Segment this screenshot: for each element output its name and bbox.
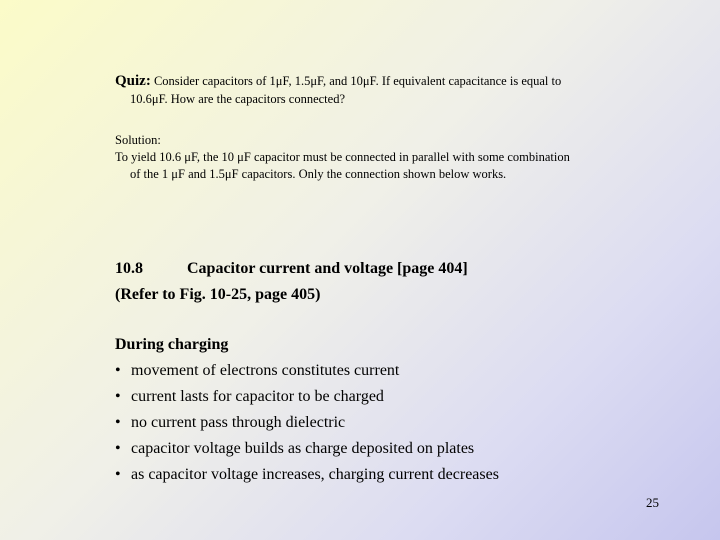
bullet-icon: •	[115, 362, 121, 379]
bullet-icon: •	[115, 466, 121, 483]
charging-list	[115, 358, 499, 488]
page-number: 25	[646, 495, 659, 510]
list-item-text: capacitor voltage builds as charge deposited on plates	[131, 440, 475, 457]
list-item	[115, 410, 499, 436]
list-item	[115, 462, 499, 488]
charging-heading: During charging	[115, 336, 229, 353]
section-heading	[115, 256, 468, 308]
bullet-icon: •	[115, 414, 121, 431]
solution-block	[115, 132, 675, 183]
charging-block	[115, 332, 499, 488]
list-item	[115, 358, 499, 384]
solution-label: Solution:	[115, 133, 161, 147]
solution-line-1: To yield 10.6 μF, the 10 μF capacitor must be connected in parallel with some combination	[115, 150, 570, 164]
quiz-line-2: 10.6μF. How are the capacitors connected?	[130, 92, 345, 106]
section-title: Capacitor current and voltage [page 404]	[187, 260, 468, 277]
quiz-question-text: Consider capacitors of 1μF, 1.5μF, and 10μF. If equivalent capacitance is equal to	[150, 74, 562, 88]
section-number: 10.8	[115, 260, 143, 277]
section-reference: (Refer to Fig. 10-25, page 405)	[115, 286, 321, 303]
list-item-text: no current pass through dielectric	[131, 414, 346, 431]
bullet-icon: •	[115, 440, 121, 457]
list-item-text: current lasts for capacitor to be charged	[131, 388, 384, 405]
list-item	[115, 384, 499, 410]
solution-line-2: of the 1 μF and 1.5μF capacitors. Only the connection shown below works.	[130, 167, 507, 181]
quiz-block	[115, 72, 655, 108]
quiz-line-1	[115, 72, 655, 90]
list-item-text: movement of electrons constitutes current	[131, 362, 400, 379]
list-item	[115, 436, 499, 462]
list-item-text: as capacitor voltage increases, charging current decreases	[131, 466, 499, 483]
quiz-label: Quiz:	[115, 73, 151, 89]
section-title-row	[115, 256, 468, 282]
bullet-icon: •	[115, 388, 121, 405]
